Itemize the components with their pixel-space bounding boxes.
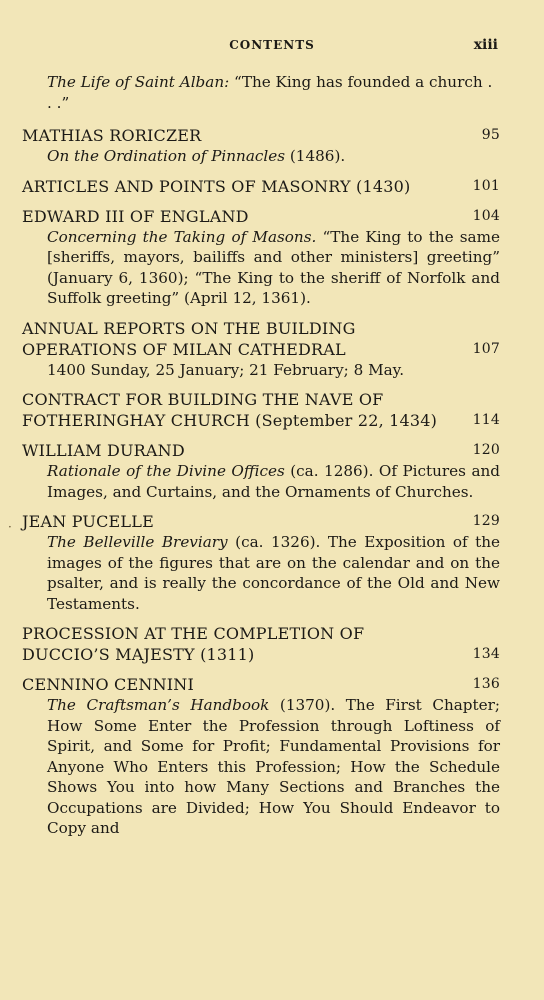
entry-page-number: 101	[472, 177, 500, 194]
entry-heading: WILLIAM DURAND	[22, 441, 185, 460]
entry-description	[47, 695, 500, 839]
entry-page-number: 120	[472, 442, 500, 458]
entry-page-number: 136	[472, 676, 500, 692]
contents-entry	[22, 674, 500, 839]
entry-description	[47, 461, 500, 502]
entry-description	[47, 146, 500, 167]
continued-description-text: “The King has founded a church . . .”	[47, 73, 493, 112]
running-head-title: CONTENTS	[229, 38, 315, 52]
entry-page-number: 107	[472, 340, 500, 357]
entry-description	[47, 532, 500, 614]
entry-page-number: 134	[472, 646, 500, 662]
entry-description-text: (1486).	[285, 147, 346, 165]
contents-entry	[22, 623, 500, 665]
contents-list	[22, 72, 500, 848]
entry-heading: CONTRACT FOR BUILDING THE NAVE OF FOTHERINGHAY CHURCH (September 22, 1434)	[22, 390, 438, 430]
running-head-page-number: xiii	[473, 37, 498, 53]
entry-description-text: (1370). The First Chapter; How Some Enter the Profession through Loftiness of Spirit, and Some for Profit; Fundamental Provisions for Anyone Who Enters this Profession; How the Schedule Shows You into how Many Sections and Branches the Occupations are Divided; How You Should Endeavor to Copy and	[47, 696, 500, 837]
entry-work-title: The Belleville Breviary	[47, 533, 228, 551]
entry-page-number: 129	[472, 513, 500, 529]
entry-heading: PROCESSION AT THE COMPLETION OF DUCCIO’S MAJESTY (1311)	[22, 624, 365, 664]
entry-description	[47, 360, 500, 381]
entry-description	[47, 227, 500, 309]
entry-description-text: (ca. 1326). The Exposition of the images of the figures that are on the calendar and on the psalter, and is really the concordance of the Old and New Testaments.	[47, 533, 500, 613]
entry-page-number: 95	[481, 127, 500, 143]
contents-entry	[22, 125, 500, 167]
entry-description-text: 1400 Sunday, 25 January; 21 February; 8 May.	[47, 360, 405, 379]
entry-heading: MATHIAS RORICZER	[22, 126, 202, 145]
continued-description-title: The Life of Saint Alban:	[47, 73, 230, 91]
contents-entry	[22, 440, 500, 502]
entry-heading: JEAN PUCELLE	[22, 512, 154, 531]
entry-description-text: (ca. 1286). Of Pictures and Images, and Curtains, and the Ornaments of Churches.	[47, 462, 500, 501]
entry-page-number: 114	[472, 412, 500, 428]
entry-work-title: Concerning the Taking of Masons.	[47, 227, 317, 246]
entry-page-number: 104	[472, 207, 500, 224]
entry-work-title: Rationale of the Divine Offices	[47, 462, 285, 480]
contents-entry	[22, 318, 500, 381]
entry-heading: ANNUAL REPORTS ON THE BUILDING OPERATIONS OF MILAN CATHEDRAL	[22, 318, 356, 359]
entry-heading: EDWARD III OF ENGLAND	[22, 206, 249, 226]
entry-work-title: On the Ordination of Pinnacles	[47, 147, 286, 165]
contents-entry	[22, 176, 500, 197]
margin-dot: ·	[8, 520, 12, 534]
contents-entry	[22, 206, 500, 309]
entry-work-title: The Craftsman’s Handbook	[47, 696, 270, 714]
entry-description-text: “The King to the same [sheriffs, mayors, bailiffs and other ministers] greeting” (January 6, 1360); “The King to the sheriff of Norfolk and Suffolk greeting” (April 12, 1361).	[47, 227, 500, 307]
running-head	[0, 38, 544, 58]
entry-heading: CENNINO CENNINI	[22, 675, 195, 694]
contents-entry	[22, 511, 500, 614]
entry-heading: ARTICLES AND POINTS OF MASONRY (1430)	[22, 176, 411, 196]
contents-entry	[22, 389, 500, 431]
continued-description	[47, 72, 500, 113]
